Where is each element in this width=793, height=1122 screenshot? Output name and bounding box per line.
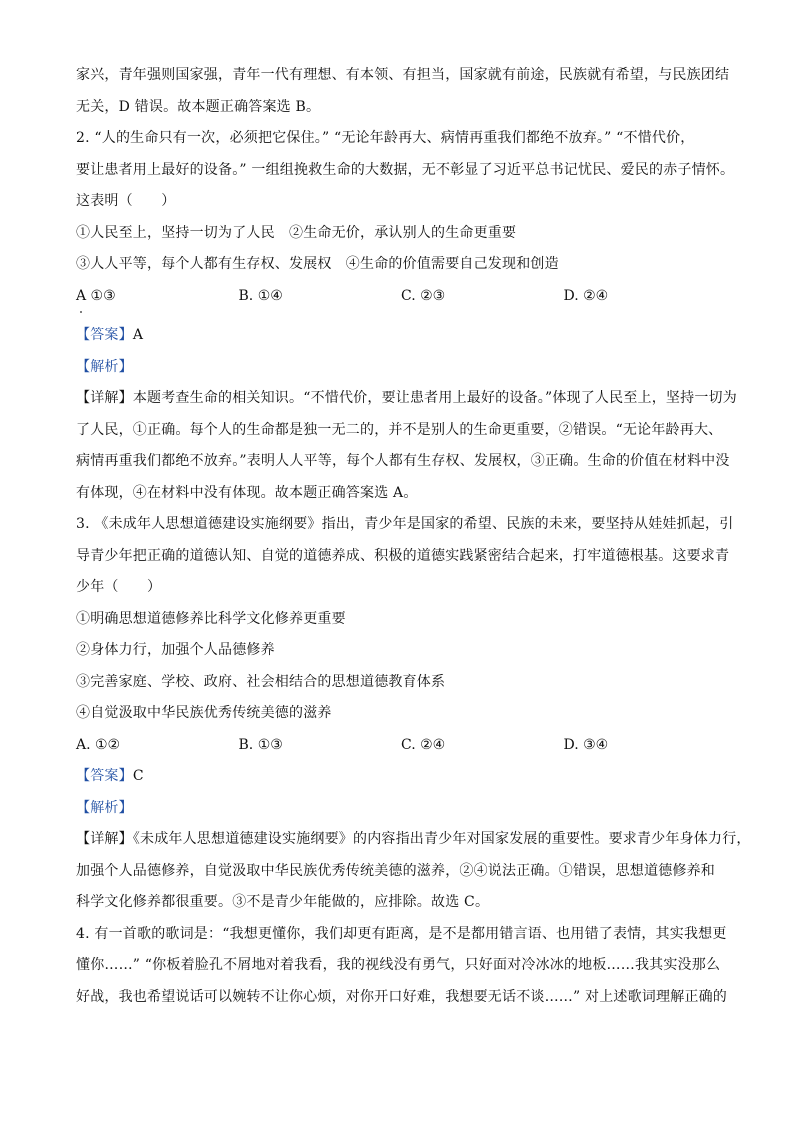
- question-stem-line: 2. “人的生命只有一次，必须把它保住。” “无论年龄再大、病情再重我们都绝不放弃。” “不惜代价，: [76, 130, 695, 146]
- detail-line: [76, 824, 751, 856]
- question-stem-line: 少年（ ）: [76, 579, 162, 595]
- statement-line: ①人民至上，坚持一切为了人民 ②生命无价，承认别人的生命更重要: [76, 224, 517, 241]
- answer-line: [76, 761, 726, 793]
- question-2: [76, 123, 737, 509]
- option-a: A ①③: [76, 287, 116, 304]
- option-c: C. ②③: [401, 287, 446, 304]
- question-4: [76, 919, 726, 1014]
- option-c: C. ②④: [401, 736, 446, 753]
- answer-line: [76, 320, 726, 352]
- detail-tag: 【详解】: [76, 390, 133, 406]
- question-stem-line: 这表明（ ）: [76, 193, 176, 209]
- options-row: [76, 281, 726, 313]
- answer-value: C: [132, 768, 144, 784]
- detail-tag: 【详解】: [76, 831, 133, 847]
- answer-value: A: [132, 327, 144, 343]
- statement-line: ③完善家庭、学校、政府、社会相结合的思想道德教育体系: [76, 673, 446, 690]
- previous-answer-text: [76, 60, 730, 123]
- detail-text: 本题考查生命的相关知识。“不惜代价，要让患者用上最好的设备。”体现了人民至上，坚持一切为: [132, 390, 737, 406]
- answer-tag: 【答案】: [76, 768, 133, 784]
- detail-line: 加强个人品德修养，自觉汲取中华民族优秀传统美德的滋养，②④说法正确。①错误，思想道德修养和: [76, 862, 715, 879]
- question-stem-line: 3. 《未成年人思想道德建设实施纲要》指出，青少年是国家的希望、民族的未来，要坚持从娃娃抓起，引: [76, 516, 734, 532]
- option-d: D. ③④: [563, 736, 609, 753]
- question-stem-line: 懂你……” “你板着脸孔不屑地对着我看，我的视线没有勇气，只好面对冷冰冰的地板……我其实没那么: [76, 957, 721, 973]
- detail-line: [76, 383, 737, 415]
- options-row: [76, 730, 726, 762]
- question-stem-line: 4. 有一首歌的歌词是：“我想更懂你，我们却更有距离，是不是都用错言语、也用错了表情，其实我想更: [76, 925, 727, 942]
- analysis-tag: 【解析】: [76, 799, 133, 816]
- stray-dot: [80, 311, 82, 313]
- answer-tag: 【答案】: [76, 327, 133, 343]
- statement-line: ②身体力行，加强个人品德修养: [76, 642, 275, 658]
- question-stem-line: 好战，我也希望说话可以婉转不让你心烦，对你开口好难，我想要无话不谈……” 对上述歌词理解正确的: [76, 988, 728, 1005]
- text-line: 家兴，青年强则国家强，青年一代有理想、有本领、有担当，国家就有前途，民族就有希望，与民族团结: [76, 67, 730, 83]
- statement-line: ④自觉汲取中华民族优秀传统美德的滋养: [76, 705, 332, 721]
- question-stem-line: 导青少年把正确的道德认知、自觉的道德养成、积极的道德实践紧密结合起来，打牢道德根基。这要求青: [76, 547, 730, 564]
- detail-line: 有体现，④在材料中没有体现。故本题正确答案选 A。: [76, 484, 418, 501]
- question-3: [76, 509, 751, 919]
- analysis-tag: 【解析】: [76, 358, 133, 375]
- option-b: B. ①③: [238, 736, 283, 753]
- statement-line: ③人人平等，每个人都有生存权、发展权 ④生命的价值需要自己发现和创造: [76, 256, 559, 272]
- detail-text: 《未成年人思想道德建设实施纲要》的内容指出青少年对国家发展的重要性。要求青少年身体力行，: [132, 831, 751, 847]
- detail-line: 了人民，①正确。每个人的生命都是独一无二的，并不是别人的生命更重要，②错误。“无论年龄再大、: [76, 421, 723, 438]
- option-d: D. ②④: [563, 287, 609, 304]
- detail-line: 科学文化修养都很重要。③不是青少年能做的，应排除。故选 C。: [76, 894, 490, 910]
- option-a: A. ①②: [76, 736, 121, 753]
- detail-line: 病情再重我们都绝不放弃。”表明人人平等，每个人都有生存权、发展权，③正确。生命的价值在材料中没: [76, 453, 730, 469]
- statement-line: ①明确思想道德修养比科学文化修养更重要: [76, 610, 346, 627]
- document-page: [76, 60, 751, 1013]
- option-b: B. ①④: [238, 287, 283, 304]
- question-stem-line: 要让患者用上最好的设备。” 一组组挽救生命的大数据，无不彰显了习近平总书记忧民、爱民的赤子情怀。: [76, 161, 735, 178]
- text-line: 无关，D 错误。故本题正确答案选 B。: [76, 98, 321, 115]
